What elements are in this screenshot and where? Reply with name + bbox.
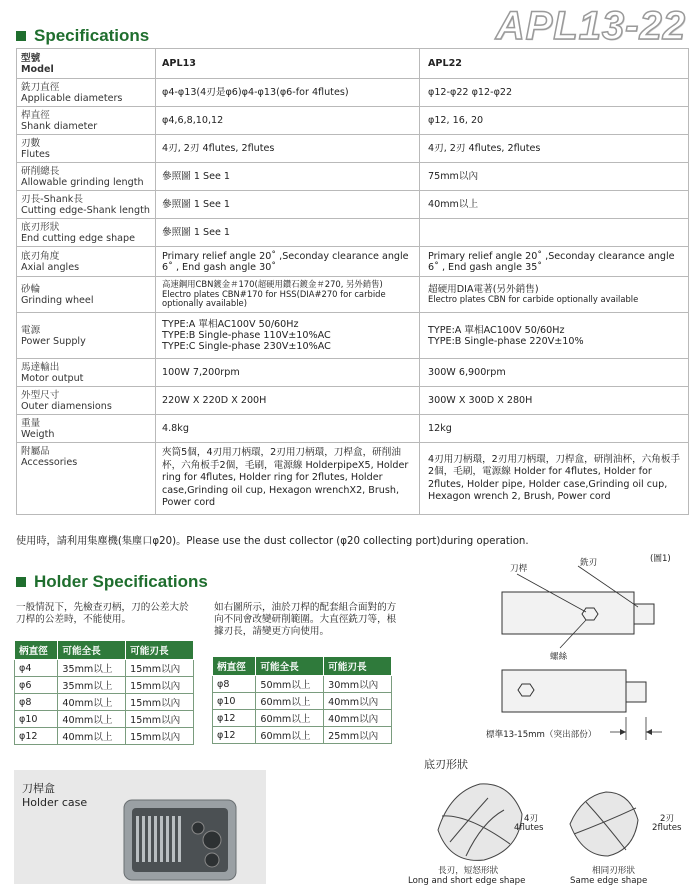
holder-para-left: 一般情況下，先檢查刃柄，刀的公差大於刀桿的公差時，不能使用。	[16, 602, 189, 625]
row-label-en: Allowable grinding length	[21, 176, 144, 188]
row-label-en: Outer diamensions	[21, 400, 112, 412]
row-label-en: Accessories	[21, 457, 78, 468]
long-short-shape-en: Long and short edge shape	[408, 876, 526, 886]
table-cell: 15mm以內	[126, 677, 194, 694]
holder-table-left	[14, 640, 194, 745]
row-label-zh: 外型尺寸	[21, 389, 60, 401]
cell-apl13: 夾筒5個，4刃用刀柄環，2刃用刀柄環，刀桿盒，研削油杯，六角板手2個，毛刷，電源線 HolderpipeX5, Holder ring for 4flutes, Holder ring for 2flutes, Holder case,Grinding oil cup, Hexagon wrenchX2, Brush, Power cord	[156, 443, 420, 515]
cell-apl22: 40mm以上	[420, 191, 689, 219]
row-label-zh: 底刃形狀	[21, 221, 60, 233]
col-header: 可能全長	[58, 641, 126, 660]
row-label-en: Applicable diameters	[21, 92, 123, 104]
cell-apl22: φ12, 16, 20	[420, 107, 689, 135]
table-row	[17, 415, 689, 443]
table-row	[17, 387, 689, 415]
table-cell: 30mm以內	[324, 676, 392, 693]
long-short-shape-zh: 長刃，短怒形狀	[438, 866, 499, 876]
cell-apl22: 12kg	[420, 415, 689, 443]
cell-apl22: 4刃用刀柄環，2刃用刀柄環，刀桿盒，研削油杯，六角板手2個，毛刷，電源線 Holder for 4flutes, Holder for 2flutes, Holder pipe, Holder case,Grinding oil cup, Hexagon wrench 2, Brush, Power cord	[420, 443, 689, 515]
holder-spec-heading	[16, 572, 208, 592]
cell-apl22	[420, 219, 689, 247]
holder-case-label-en: Holder case	[22, 796, 88, 809]
table-cell: φ12	[213, 710, 256, 727]
cell-apl13: 100W 7,200rpm	[156, 359, 420, 387]
table-cell: 60mm以上	[256, 727, 324, 744]
spec-table	[16, 48, 689, 515]
same-shape-en: Same edge shape	[570, 876, 648, 886]
table-cell: 35mm以上	[58, 677, 126, 694]
table-row	[15, 677, 194, 694]
table-row	[15, 694, 194, 711]
table-cell: 25mm以內	[324, 727, 392, 744]
table-cell: 50mm以上	[256, 676, 324, 693]
table-header-row	[213, 657, 392, 676]
col-header: 可能全長	[256, 657, 324, 676]
figure-1-diagram	[410, 552, 700, 892]
model-banner: APL13-22	[495, 4, 686, 48]
table-cell: φ8	[15, 694, 58, 711]
row-label-zh: 型號	[21, 52, 41, 64]
table-row	[17, 313, 689, 359]
table-row	[15, 660, 194, 677]
cell-apl13: φ4,6,8,10,12	[156, 107, 420, 135]
col-header: 可能刃長	[324, 657, 392, 676]
table-cell: φ8	[213, 676, 256, 693]
table-row	[15, 711, 194, 728]
cell-apl13: 參照圖 1 See 1	[156, 163, 420, 191]
power-type-b: TYPE:B Single-phase 220V±10%	[428, 335, 584, 347]
table-row	[17, 163, 689, 191]
row-label-zh: 馬達輸出	[21, 361, 60, 373]
holder-case-label-zh: 刀桿盒	[22, 782, 55, 795]
table-row	[17, 79, 689, 107]
power-type-a: TYPE:A 單相AC100V 50/60Hz	[428, 324, 565, 336]
standard-length-label: 標準13-15mm（突出部份）	[486, 730, 597, 740]
section-title: Holder Specifications	[34, 572, 208, 591]
figure-number: (圖1)	[650, 554, 671, 564]
power-type-c: TYPE:C Single-phase 230V±10%AC	[162, 341, 331, 352]
power-type-a: TYPE:A 單相AC100V 50/60Hz	[162, 319, 299, 330]
table-row	[15, 728, 194, 745]
col-apl22: APL22	[420, 49, 689, 79]
table-cell: 40mm以上	[58, 728, 126, 745]
screw-label: 螺絲	[550, 652, 568, 662]
cell-apl22: φ12-φ22 φ12-φ22	[420, 79, 689, 107]
row-label-zh: 刃長-Shank長	[21, 193, 83, 205]
cell-apl13-en: Electro plates CBN#170 for HSS(DIA#270 for carbide optionally available)	[162, 288, 386, 309]
section-marker-icon	[16, 577, 26, 587]
row-label-zh: 附屬品	[21, 446, 50, 457]
four-flutes-en: 4flutes	[514, 823, 544, 833]
two-flutes-zh: 2刃	[660, 814, 675, 824]
row-label-en: Model	[21, 63, 54, 75]
cutter-label: 銑刃	[580, 558, 598, 568]
table-row	[17, 107, 689, 135]
row-label-zh: 重量	[21, 417, 41, 429]
table-cell: 15mm以內	[126, 711, 194, 728]
table-cell: φ12	[15, 728, 58, 745]
col-header: 柄直徑	[15, 641, 58, 660]
row-label-en: Weigth	[21, 428, 55, 440]
table-cell: 15mm以內	[126, 694, 194, 711]
two-flutes-en: 2flutes	[652, 823, 682, 833]
table-cell: 15mm以內	[126, 660, 194, 677]
table-row	[17, 219, 689, 247]
table-row	[17, 135, 689, 163]
row-label-en: Cutting edge-Shank length	[21, 204, 150, 216]
power-type-b: TYPE:B Single-phase 110V±10%AC	[162, 330, 331, 341]
col-apl13: APL13	[156, 49, 420, 79]
table-cell: 60mm以上	[256, 710, 324, 727]
row-label-zh: 底刃角度	[21, 250, 60, 262]
cell-apl13: 參照圖 1 See 1	[156, 219, 420, 247]
cell-apl22: 4刃, 2刃 4flutes, 2flutes	[420, 135, 689, 163]
row-label-en: Grinding wheel	[21, 294, 94, 306]
four-flutes-zh: 4刃	[524, 814, 539, 824]
cell-apl13: 220W X 220D X 200H	[156, 387, 420, 415]
col-header: 柄直徑	[213, 657, 256, 676]
cell-apl13: Primary relief angle 20˚ ,Seconday clearance angle 6˚ , End gash angle 30˚	[156, 247, 420, 277]
cell-apl13: φ4-φ13(4刃是φ6)φ4-φ13(φ6-for 4flutes)	[156, 79, 420, 107]
cell-apl22: 300W 6,900rpm	[420, 359, 689, 387]
col-header: 可能刃長	[126, 641, 194, 660]
table-cell: 40mm以內	[324, 693, 392, 710]
row-label-zh: 銑刀直徑	[21, 81, 60, 93]
holder-table-right	[212, 656, 392, 744]
row-label-zh: 刃數	[21, 137, 41, 149]
cell-apl22-zh: 超硬用DIA電著(另外銷售)	[428, 284, 539, 296]
row-label-zh: 砂輪	[21, 283, 41, 295]
table-cell: 15mm以內	[126, 728, 194, 745]
specifications-heading	[16, 26, 149, 46]
row-label-en: Shank diameter	[21, 120, 98, 132]
row-label-zh: 電源	[21, 324, 41, 336]
cell-apl13: 4刃, 2刃 4flutes, 2flutes	[156, 135, 420, 163]
table-cell: 40mm以內	[324, 710, 392, 727]
cell-apl22: 75mm以內	[420, 163, 689, 191]
row-label-zh: 研削總長	[21, 165, 60, 177]
row-label-en: Motor output	[21, 372, 84, 384]
table-row	[17, 359, 689, 387]
row-label-en: Flutes	[21, 148, 50, 160]
row-label-en: Axial angles	[21, 261, 80, 273]
table-row	[17, 277, 689, 313]
row-label-en: Power Supply	[21, 335, 86, 347]
table-row	[17, 49, 689, 79]
table-header-row	[15, 641, 194, 660]
table-cell: φ12	[213, 727, 256, 744]
same-shape-zh: 相同刃形狀	[592, 866, 635, 876]
row-label-zh: 桿直徑	[21, 109, 50, 121]
table-row	[213, 710, 392, 727]
table-row	[213, 693, 392, 710]
table-cell: φ10	[213, 693, 256, 710]
dust-collector-note: 使用時，請利用集塵機(集塵口φ20)。Please use the dust collector (φ20 collecting port)during operation.	[16, 536, 529, 547]
cell-apl13: 4.8kg	[156, 415, 420, 443]
table-row	[213, 676, 392, 693]
cell-apl22: Primary relief angle 20˚ ,Seconday clearance angle 6˚ , End gash angle 35˚	[420, 247, 689, 277]
table-cell: 35mm以上	[58, 660, 126, 677]
section-title: Specifications	[34, 26, 150, 45]
table-cell: φ4	[15, 660, 58, 677]
end-shape-title: 底刃形狀	[424, 758, 468, 771]
row-label-en: End cutting edge shape	[21, 232, 136, 244]
cell-apl13: 參照圖 1 See 1	[156, 191, 420, 219]
cell-apl22: 300W X 300D X 280H	[420, 387, 689, 415]
table-cell: φ10	[15, 711, 58, 728]
section-marker-icon	[16, 31, 26, 41]
shank-label: 刀桿	[510, 564, 528, 574]
holder-para-right: 如右圖所示，油於刀桿的配套組合面對的方向不同會改變研削範圍。大直徑銑刀等，根據刃長，請變更方向使用。	[214, 602, 397, 637]
table-row	[17, 191, 689, 219]
table-cell: φ6	[15, 677, 58, 694]
table-cell: 60mm以上	[256, 693, 324, 710]
table-cell: 40mm以上	[58, 694, 126, 711]
table-row	[213, 727, 392, 744]
table-row	[17, 443, 689, 515]
table-cell: 40mm以上	[58, 711, 126, 728]
cell-apl22-en: Electro plates CBN for carbide optionally available	[428, 294, 639, 305]
cell-apl13-zh: 高速鋼用CBN鍍金＃170(超硬用鑽石鍍金＃270, 另外銷售)	[162, 279, 383, 290]
table-row	[17, 247, 689, 277]
